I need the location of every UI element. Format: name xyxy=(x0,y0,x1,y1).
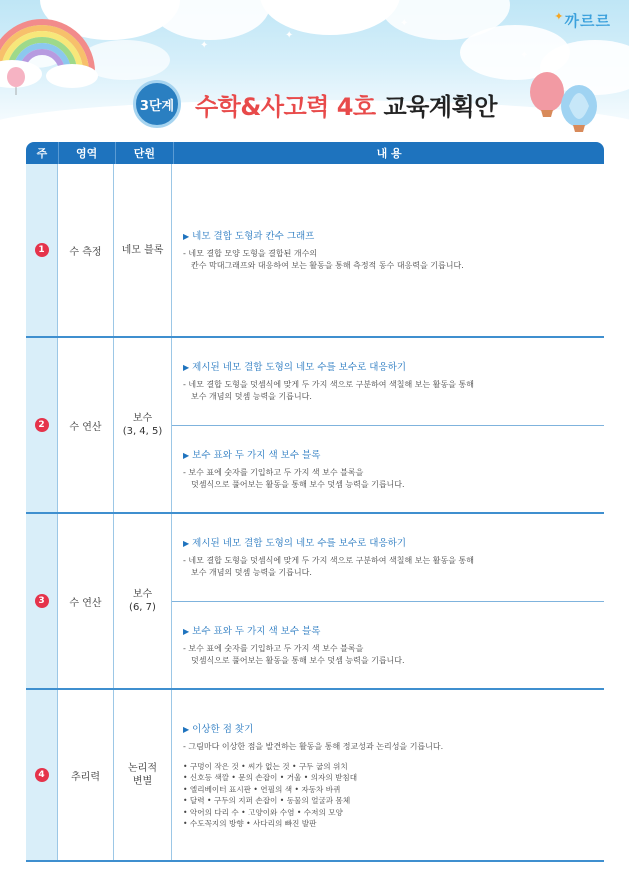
content-cell xyxy=(172,338,604,512)
content-title: ▶ 보수 표와 두 가지 색 보수 블록 xyxy=(183,449,321,461)
week-number: 3 xyxy=(35,594,49,608)
content-title: ▶ 보수 표와 두 가지 색 보수 블록 xyxy=(183,625,321,637)
unit-label: 보수 xyxy=(132,413,153,424)
list-item: • 신호등 색깔 • 문의 손잡이 • 거울 • 의자의 받침대 xyxy=(183,773,358,782)
step-badge: 3단계 xyxy=(133,80,181,128)
content-desc-line: 보수 개념의 덧셈 능력을 기릅니다. xyxy=(191,392,312,402)
unit-sublabel: (6, 7) xyxy=(129,602,156,613)
list-item: • 악어의 다리 수 • 고양이와 수염 • 수저의 모양 xyxy=(183,807,343,817)
unit-label: 네모 블록 xyxy=(121,244,164,256)
content-cell xyxy=(172,164,604,336)
content-desc-line: 보수 개념의 덧셈 능력을 기릅니다. xyxy=(191,568,312,578)
brand-logo: ✦까르르 xyxy=(554,10,611,30)
content-title: ▶ 제시된 네모 결합 도형의 네모 수를 보수로 대응하기 xyxy=(183,362,407,374)
unit-cell xyxy=(114,514,172,688)
hot-air-balloons-icon xyxy=(517,70,607,140)
table-row xyxy=(26,690,604,862)
content-block xyxy=(172,425,604,513)
area-cell: 수 측정 xyxy=(58,164,114,336)
page-header: ✦ ✦ ✦ ✦ ✦까르르 3단계 수학&사고력 4호 교육계획안 xyxy=(0,0,629,140)
area-cell: 수 연산 xyxy=(58,338,114,512)
week-cell xyxy=(26,514,58,688)
content-block xyxy=(172,601,604,689)
unit-label: 논리적 xyxy=(128,763,157,774)
page-title: 수학&사고력 4호 교육계획안 xyxy=(195,92,497,121)
content-desc-line: 칸수 막대그래프와 대응하여 보는 활동을 통해 측정적 동수 대응력을 기릅니다. xyxy=(191,261,464,270)
area-cell: 추리력 xyxy=(58,690,114,860)
week-cell xyxy=(26,164,58,336)
content-desc-line: - 네모 결합 도형을 덧셈식에 맞게 두 가지 색으로 구분하여 색칠해 보는 활동을 통해 xyxy=(183,556,474,566)
content-desc-line: 덧셈식으로 풀어보는 활동을 통해 보수 덧셈 능력을 기릅니다. xyxy=(191,655,405,665)
unit-cell xyxy=(114,690,172,860)
example-list xyxy=(183,761,604,830)
content-block xyxy=(172,514,604,601)
content-title: ▶ 네모 결합 도형과 칸수 그래프 xyxy=(183,231,315,242)
rainbow-icon xyxy=(0,2,102,122)
week-cell xyxy=(26,690,58,860)
area-cell: 수 연산 xyxy=(58,514,114,688)
table-header xyxy=(26,142,604,164)
content-desc-line: 덧셈식으로 풀어보는 활동을 통해 보수 덧셈 능력을 기릅니다. xyxy=(191,479,405,489)
table-row xyxy=(26,164,604,338)
balloon-icon xyxy=(4,66,28,96)
content-desc-line: - 보수 표에 숫자를 기입하고 두 가지 색 보수 블록을 xyxy=(183,467,364,477)
unit-sublabel: (3, 4, 5) xyxy=(122,426,163,437)
unit-cell xyxy=(114,338,172,512)
content-desc-line: - 네모 결합 도형을 덧셈식에 맞게 두 가지 색으로 구분하여 색칠해 보는 활동을 통해 xyxy=(183,380,474,390)
unit-sublabel: 변별 xyxy=(132,776,153,787)
header-unit: 단원 xyxy=(116,142,175,164)
week-number: 2 xyxy=(35,418,49,432)
header-week: 주 xyxy=(26,142,59,164)
list-item: • 수도꼭지의 방향 • 사다리의 빠진 발판 xyxy=(183,819,317,828)
content-cell xyxy=(172,690,604,860)
list-item: • 달력 • 구두의 지퍼 손잡이 • 동물의 얼굴과 몸체 xyxy=(183,796,351,805)
week-number: 4 xyxy=(35,768,49,782)
content-block xyxy=(172,164,604,336)
unit-label: 보수 xyxy=(132,589,153,600)
list-item: • 구멍이 작은 것 • 씨가 없는 것 • 구두 굽의 위치 xyxy=(183,761,348,771)
content-block xyxy=(172,338,604,425)
content-desc-line: - 네모 결합 모양 도형을 결합된 개수의 xyxy=(183,249,318,258)
content-title: ▶ 이상한 점 찾기 xyxy=(183,723,254,735)
header-area: 영역 xyxy=(59,142,116,164)
content-desc-line: - 그림마다 이상한 점을 발견하는 활동을 통해 정교성과 논리성을 기릅니다. xyxy=(183,741,444,751)
education-plan-table xyxy=(26,142,604,862)
content-block xyxy=(172,690,604,860)
week-number: 1 xyxy=(35,243,49,257)
table-row xyxy=(26,338,604,514)
title-area xyxy=(133,80,497,128)
list-item: • 엘리베이터 표시판 • 연필의 색 • 자동차 바퀴 xyxy=(183,784,341,794)
week-cell xyxy=(26,338,58,512)
unit-cell xyxy=(114,164,172,336)
content-desc-line: - 보수 표에 숫자를 기입하고 두 가지 색 보수 블록을 xyxy=(183,643,364,653)
header-content: 내 용 xyxy=(376,147,402,160)
table-row xyxy=(26,514,604,690)
content-cell xyxy=(172,514,604,688)
content-title: ▶ 제시된 네모 결합 도형의 네모 수를 보수로 대응하기 xyxy=(183,538,407,550)
